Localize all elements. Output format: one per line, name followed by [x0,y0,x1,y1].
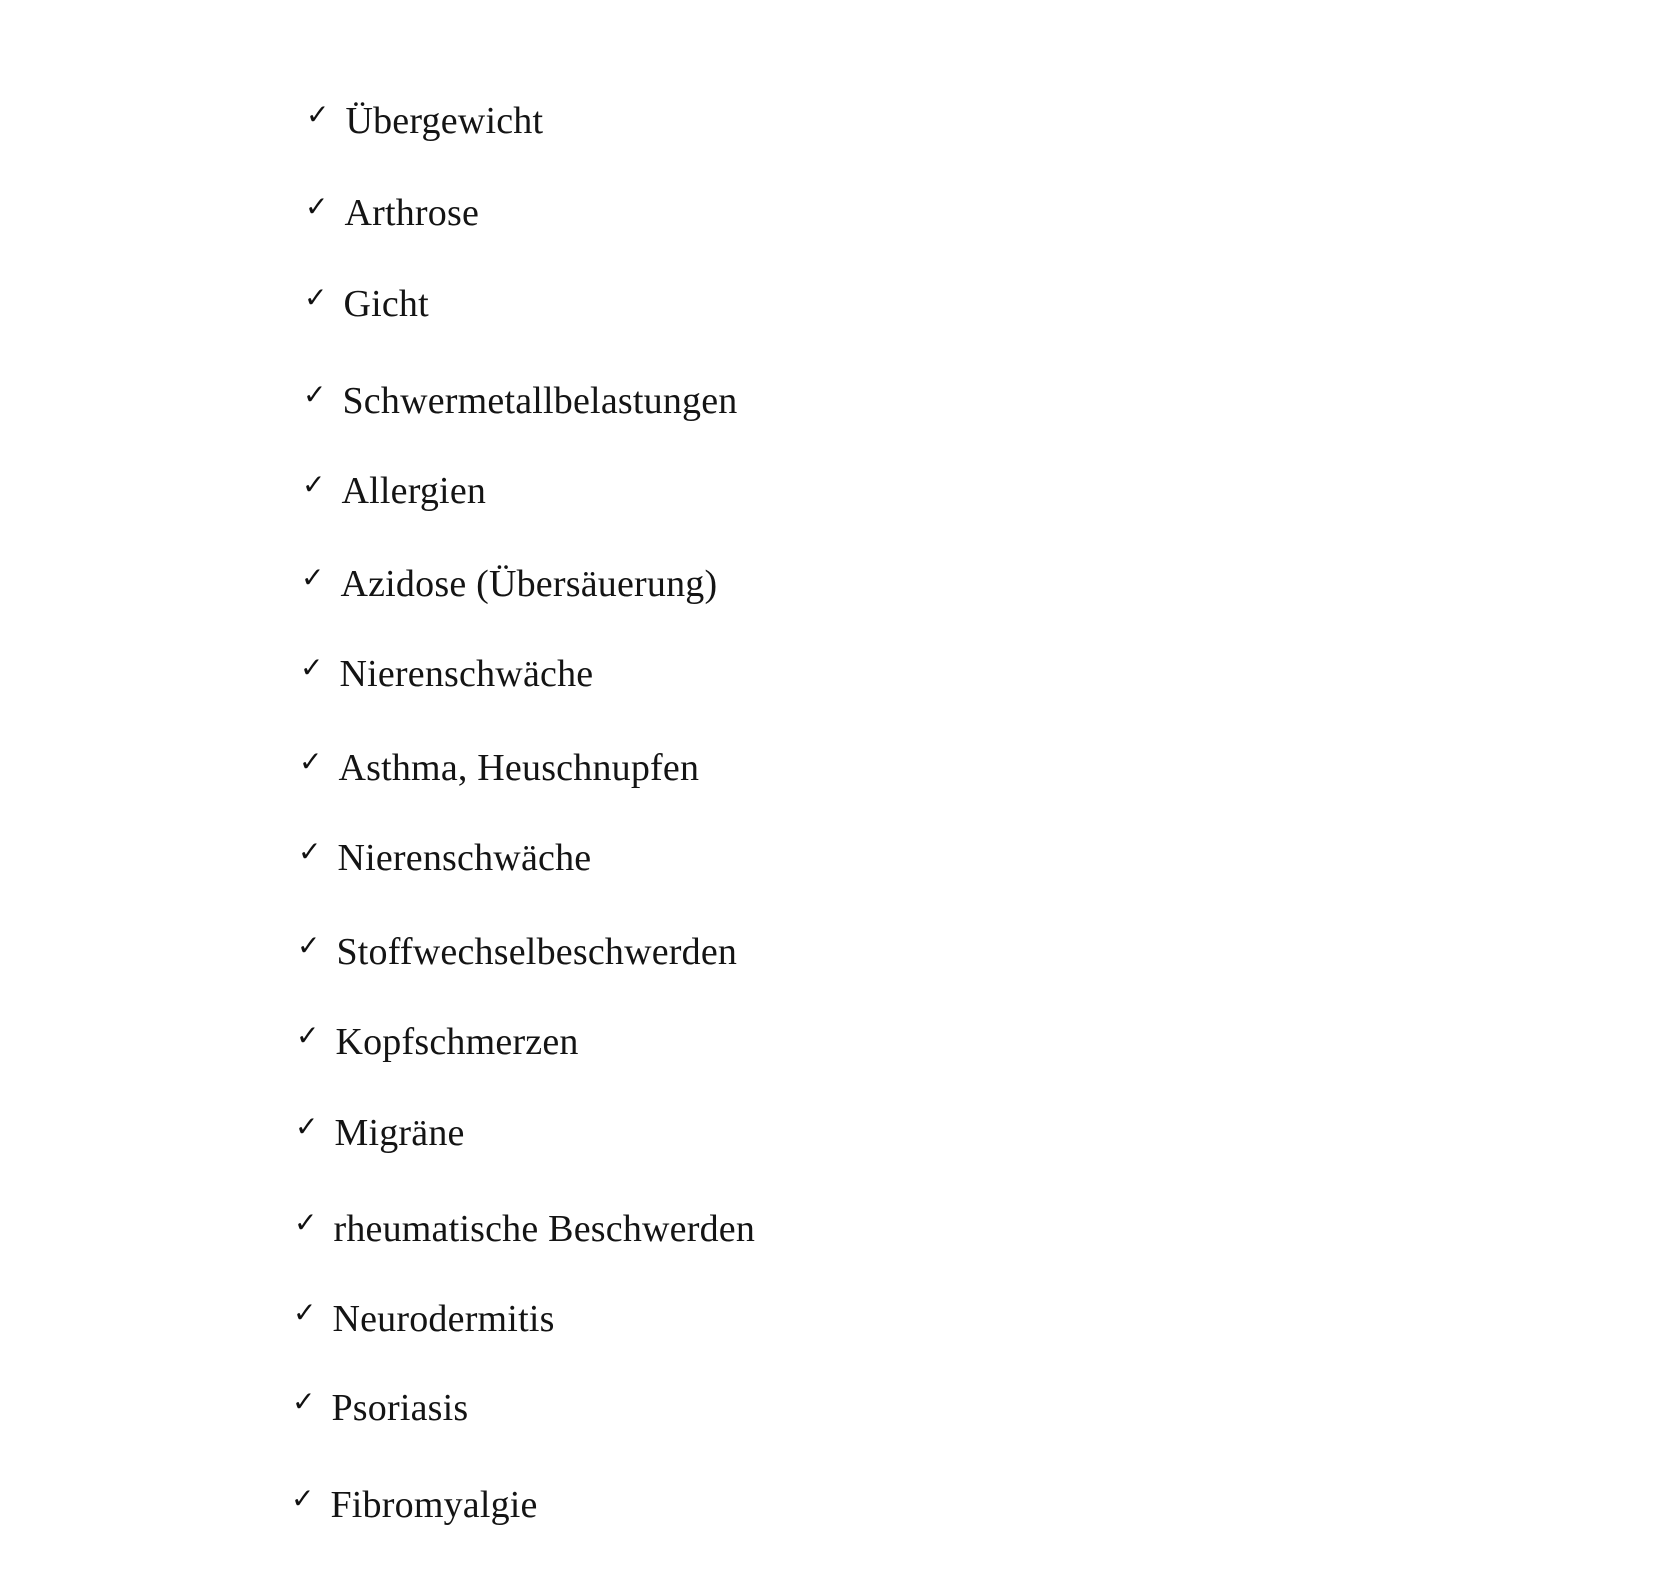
checkmark-icon: ✓ [295,1110,319,1143]
checkmark-icon: ✓ [305,190,329,223]
list-item [296,1019,579,1063]
list-item-text: Allergien [341,470,487,512]
list-item-text: Nierenschwäche [337,837,592,879]
list-item [292,1385,469,1429]
checkmark-icon: ✓ [301,561,325,594]
checkmark-icon: ✓ [304,281,328,314]
list-item-text: Kopfschmerzen [335,1021,579,1063]
checkmark-icon: ✓ [306,98,330,131]
list-item-text: Nierenschwäche [339,653,594,695]
list-item-text: Asthma, Heuschnupfen [338,747,700,789]
list-item [304,281,429,325]
list-item [291,1482,538,1526]
checkmark-icon: ✓ [298,835,322,868]
list-item [303,378,738,422]
checkmark-icon: ✓ [291,1482,315,1515]
list-item [298,835,592,879]
checkmark-icon: ✓ [300,651,324,684]
list-item [294,1206,756,1250]
list-item-text: Migräne [334,1112,465,1154]
list-item [293,1296,555,1340]
checkmark-icon: ✓ [294,1206,318,1239]
checkmark-icon: ✓ [296,1019,320,1052]
list-item-text: Arthrose [344,192,480,234]
list-item [306,98,544,142]
list-item-text: Gicht [343,283,429,325]
list-item [305,190,480,234]
list-item-text: Psoriasis [331,1387,469,1429]
checkmark-icon: ✓ [292,1385,316,1418]
checkmark-icon: ✓ [302,468,326,501]
list-item-text: Übergewicht [345,100,544,142]
checkmark-icon: ✓ [303,378,327,411]
list-item [300,651,594,695]
list-item-text: Stoffwechselbeschwerden [336,931,738,973]
list-item-text: Fibromyalgie [330,1484,538,1526]
list-item [295,1110,465,1154]
checkmark-icon: ✓ [297,929,321,962]
list-item-text: Schwermetallbelastungen [342,380,738,422]
list-item-text: Azidose (Übersäuerung) [340,563,718,605]
list-item-text: rheumatische Beschwerden [333,1208,756,1250]
checkmark-icon: ✓ [299,745,323,778]
list-item [302,468,487,512]
checkmark-icon: ✓ [293,1296,317,1329]
list-item [297,929,738,973]
list-item [301,561,718,605]
list-item-text: Neurodermitis [332,1298,555,1340]
list-item [299,745,700,789]
